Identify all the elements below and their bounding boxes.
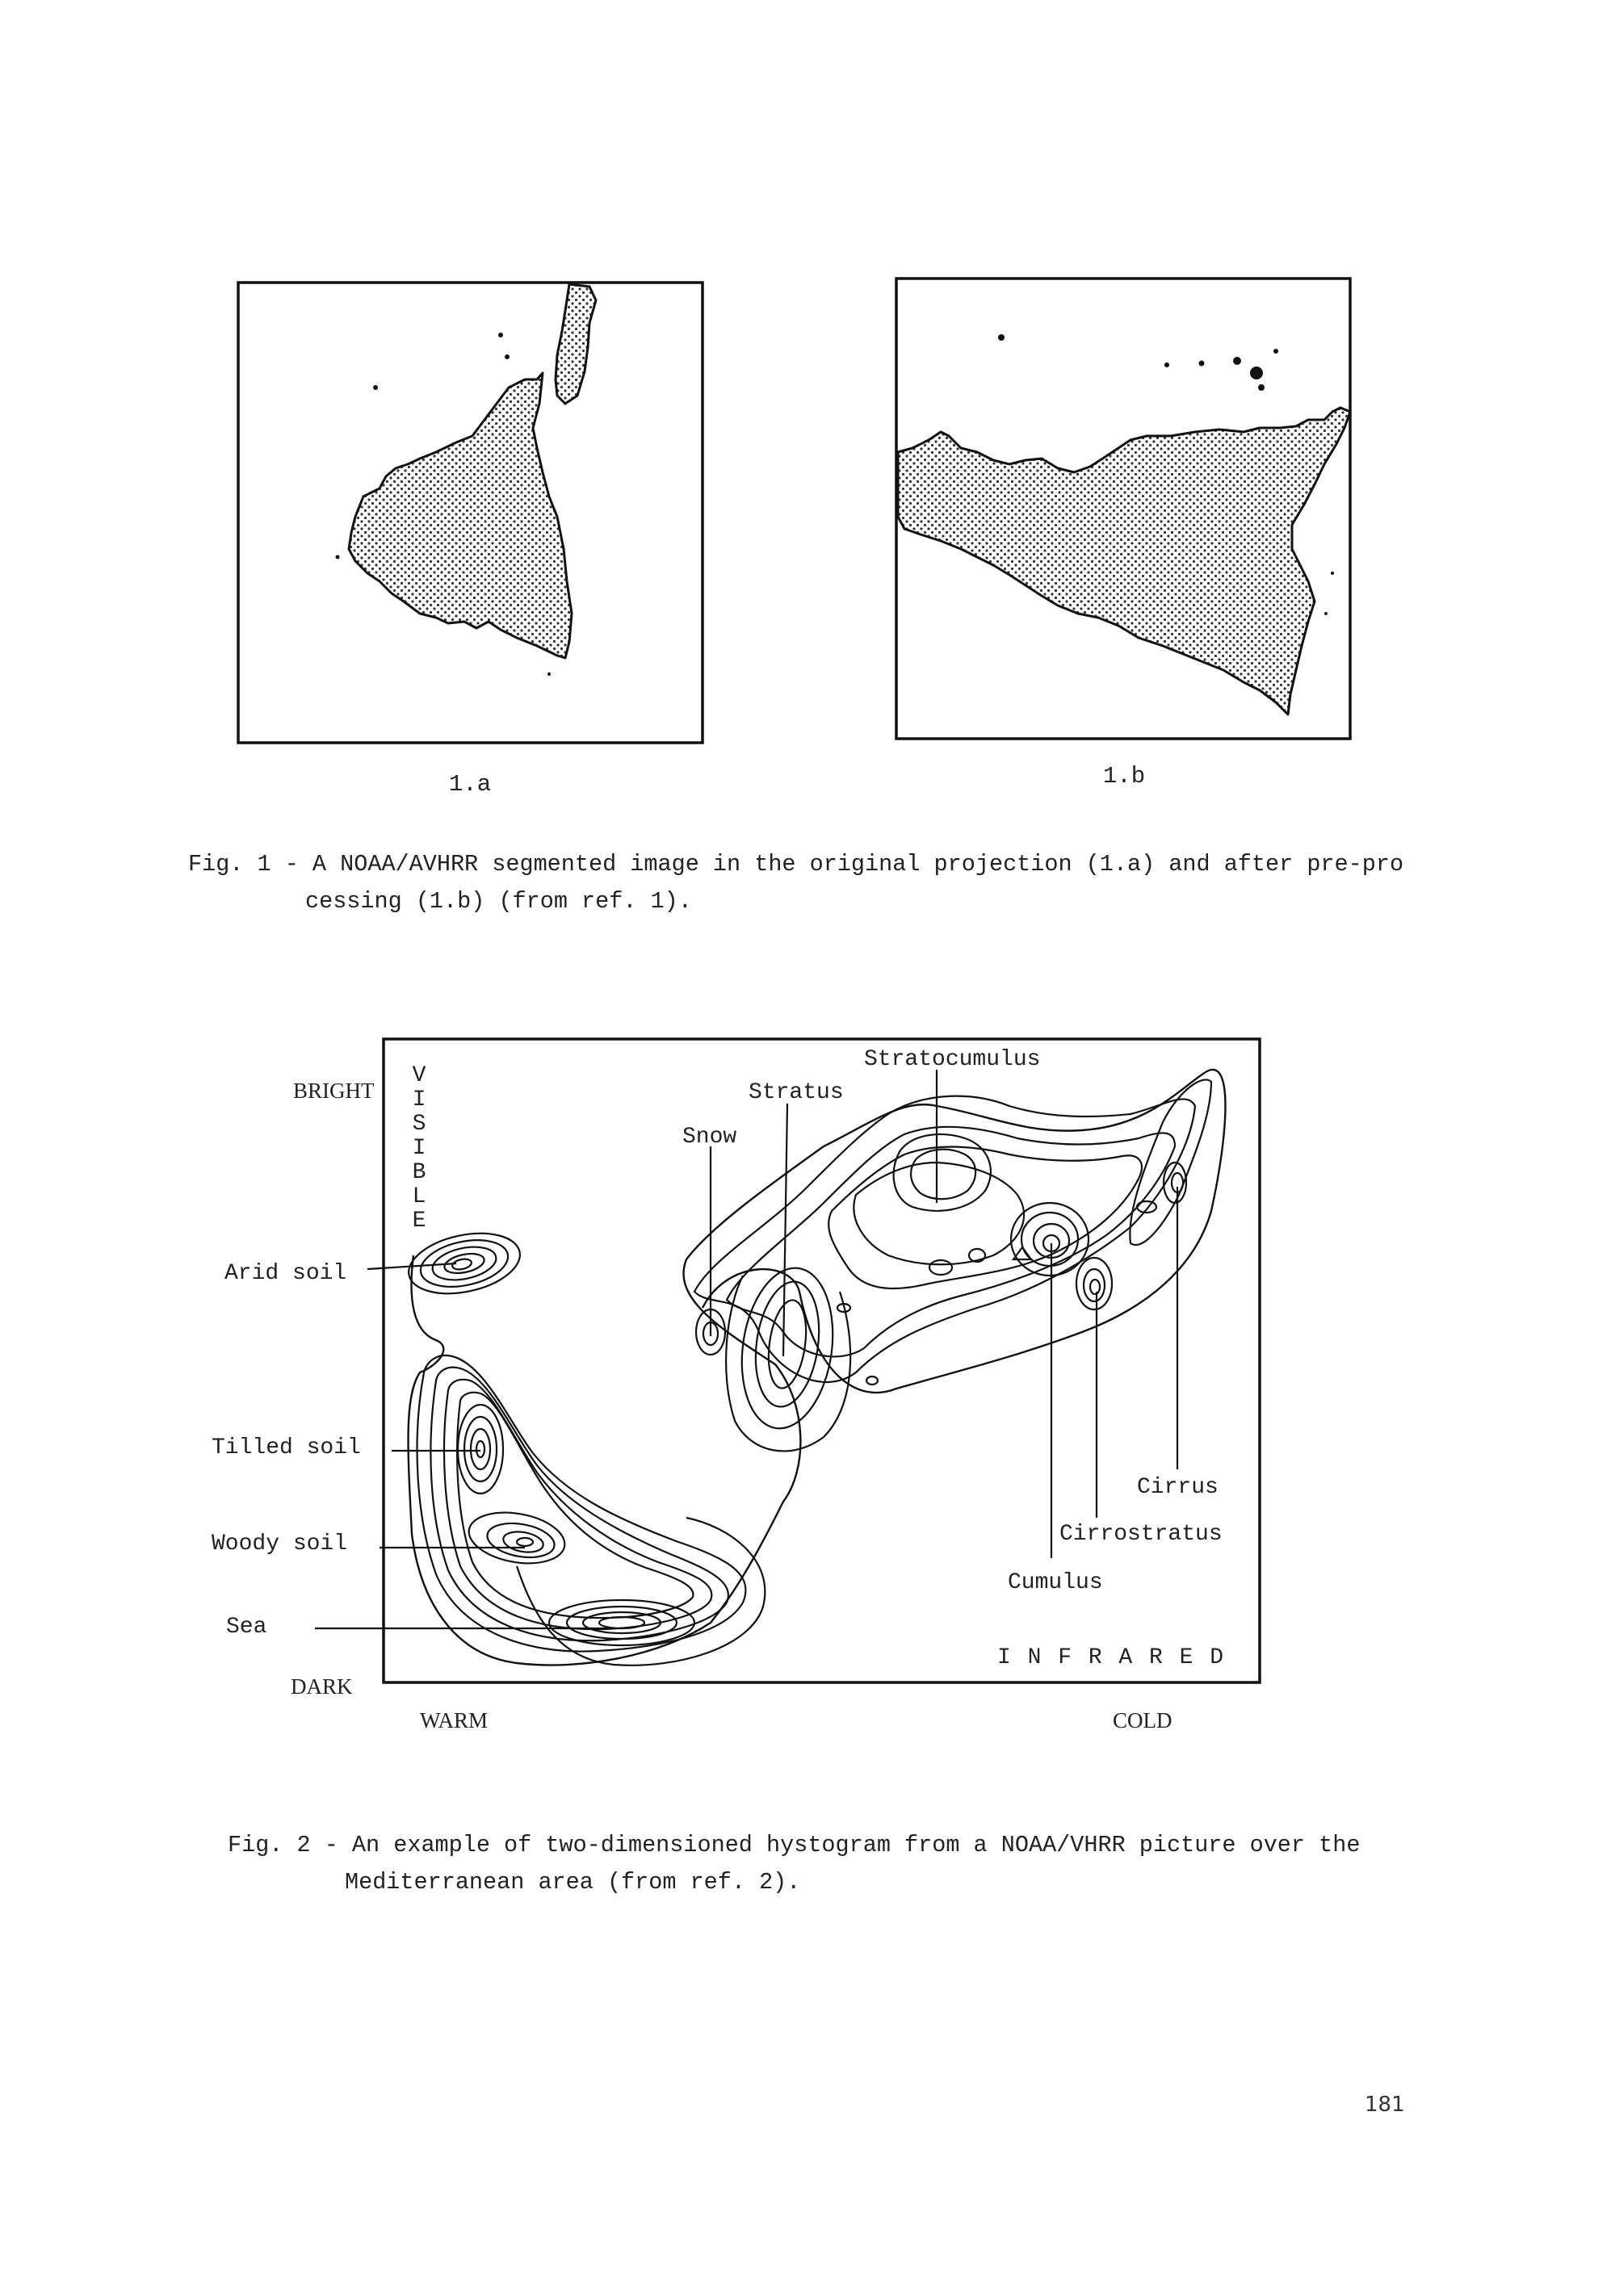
contours-arid-soil xyxy=(403,1224,525,1303)
label-cumulus: Cumulus xyxy=(1008,1570,1103,1595)
dark-label: DARK xyxy=(291,1674,353,1699)
cold-label: COLD xyxy=(1113,1708,1172,1732)
figure-1-caption-line2: cessing (1.b) (from ref. 1). xyxy=(305,888,692,915)
warm-label: WARM xyxy=(420,1708,489,1732)
label-stratocumulus: Stratocumulus xyxy=(864,1047,1041,1072)
label-woody-soil: Woody soil xyxy=(212,1531,348,1557)
figure-1b-label: 1.b xyxy=(1102,763,1146,790)
label-cirrostratus: Cirrostratus xyxy=(1059,1522,1223,1547)
page-number: 181 xyxy=(1365,2093,1405,2117)
bright-label: BRIGHT xyxy=(293,1079,375,1103)
label-sea: Sea xyxy=(226,1615,267,1640)
label-arid-soil: Arid soil xyxy=(224,1261,347,1286)
infrared-axis-label: I N F R A R E D xyxy=(997,1645,1226,1670)
figure-2-caption-line1: Fig. 2 - An example of two-dimensioned hystogram from a NOAA/VHRR picture over the xyxy=(228,1832,1361,1858)
visible-axis-label: VISIBLE xyxy=(412,1063,426,1234)
figure-2-caption xyxy=(228,1827,1360,1901)
figure-1-caption-line1: Fig. 1 - A NOAA/AVHRR segmented image in the original projection (1.a) and after pre-pro xyxy=(188,851,1404,878)
label-stratus: Stratus xyxy=(749,1080,844,1105)
figure-2-caption-line2: Mediterranean area (from ref. 2). xyxy=(345,1869,801,1896)
histogram-frame xyxy=(384,1039,1260,1682)
label-snow: Snow xyxy=(682,1125,737,1150)
contours-clouds xyxy=(694,1079,1211,1451)
label-tilled-soil: Tilled soil xyxy=(212,1435,361,1460)
label-cirrus: Cirrus xyxy=(1137,1475,1219,1500)
figure-1a-label: 1.a xyxy=(448,771,492,798)
